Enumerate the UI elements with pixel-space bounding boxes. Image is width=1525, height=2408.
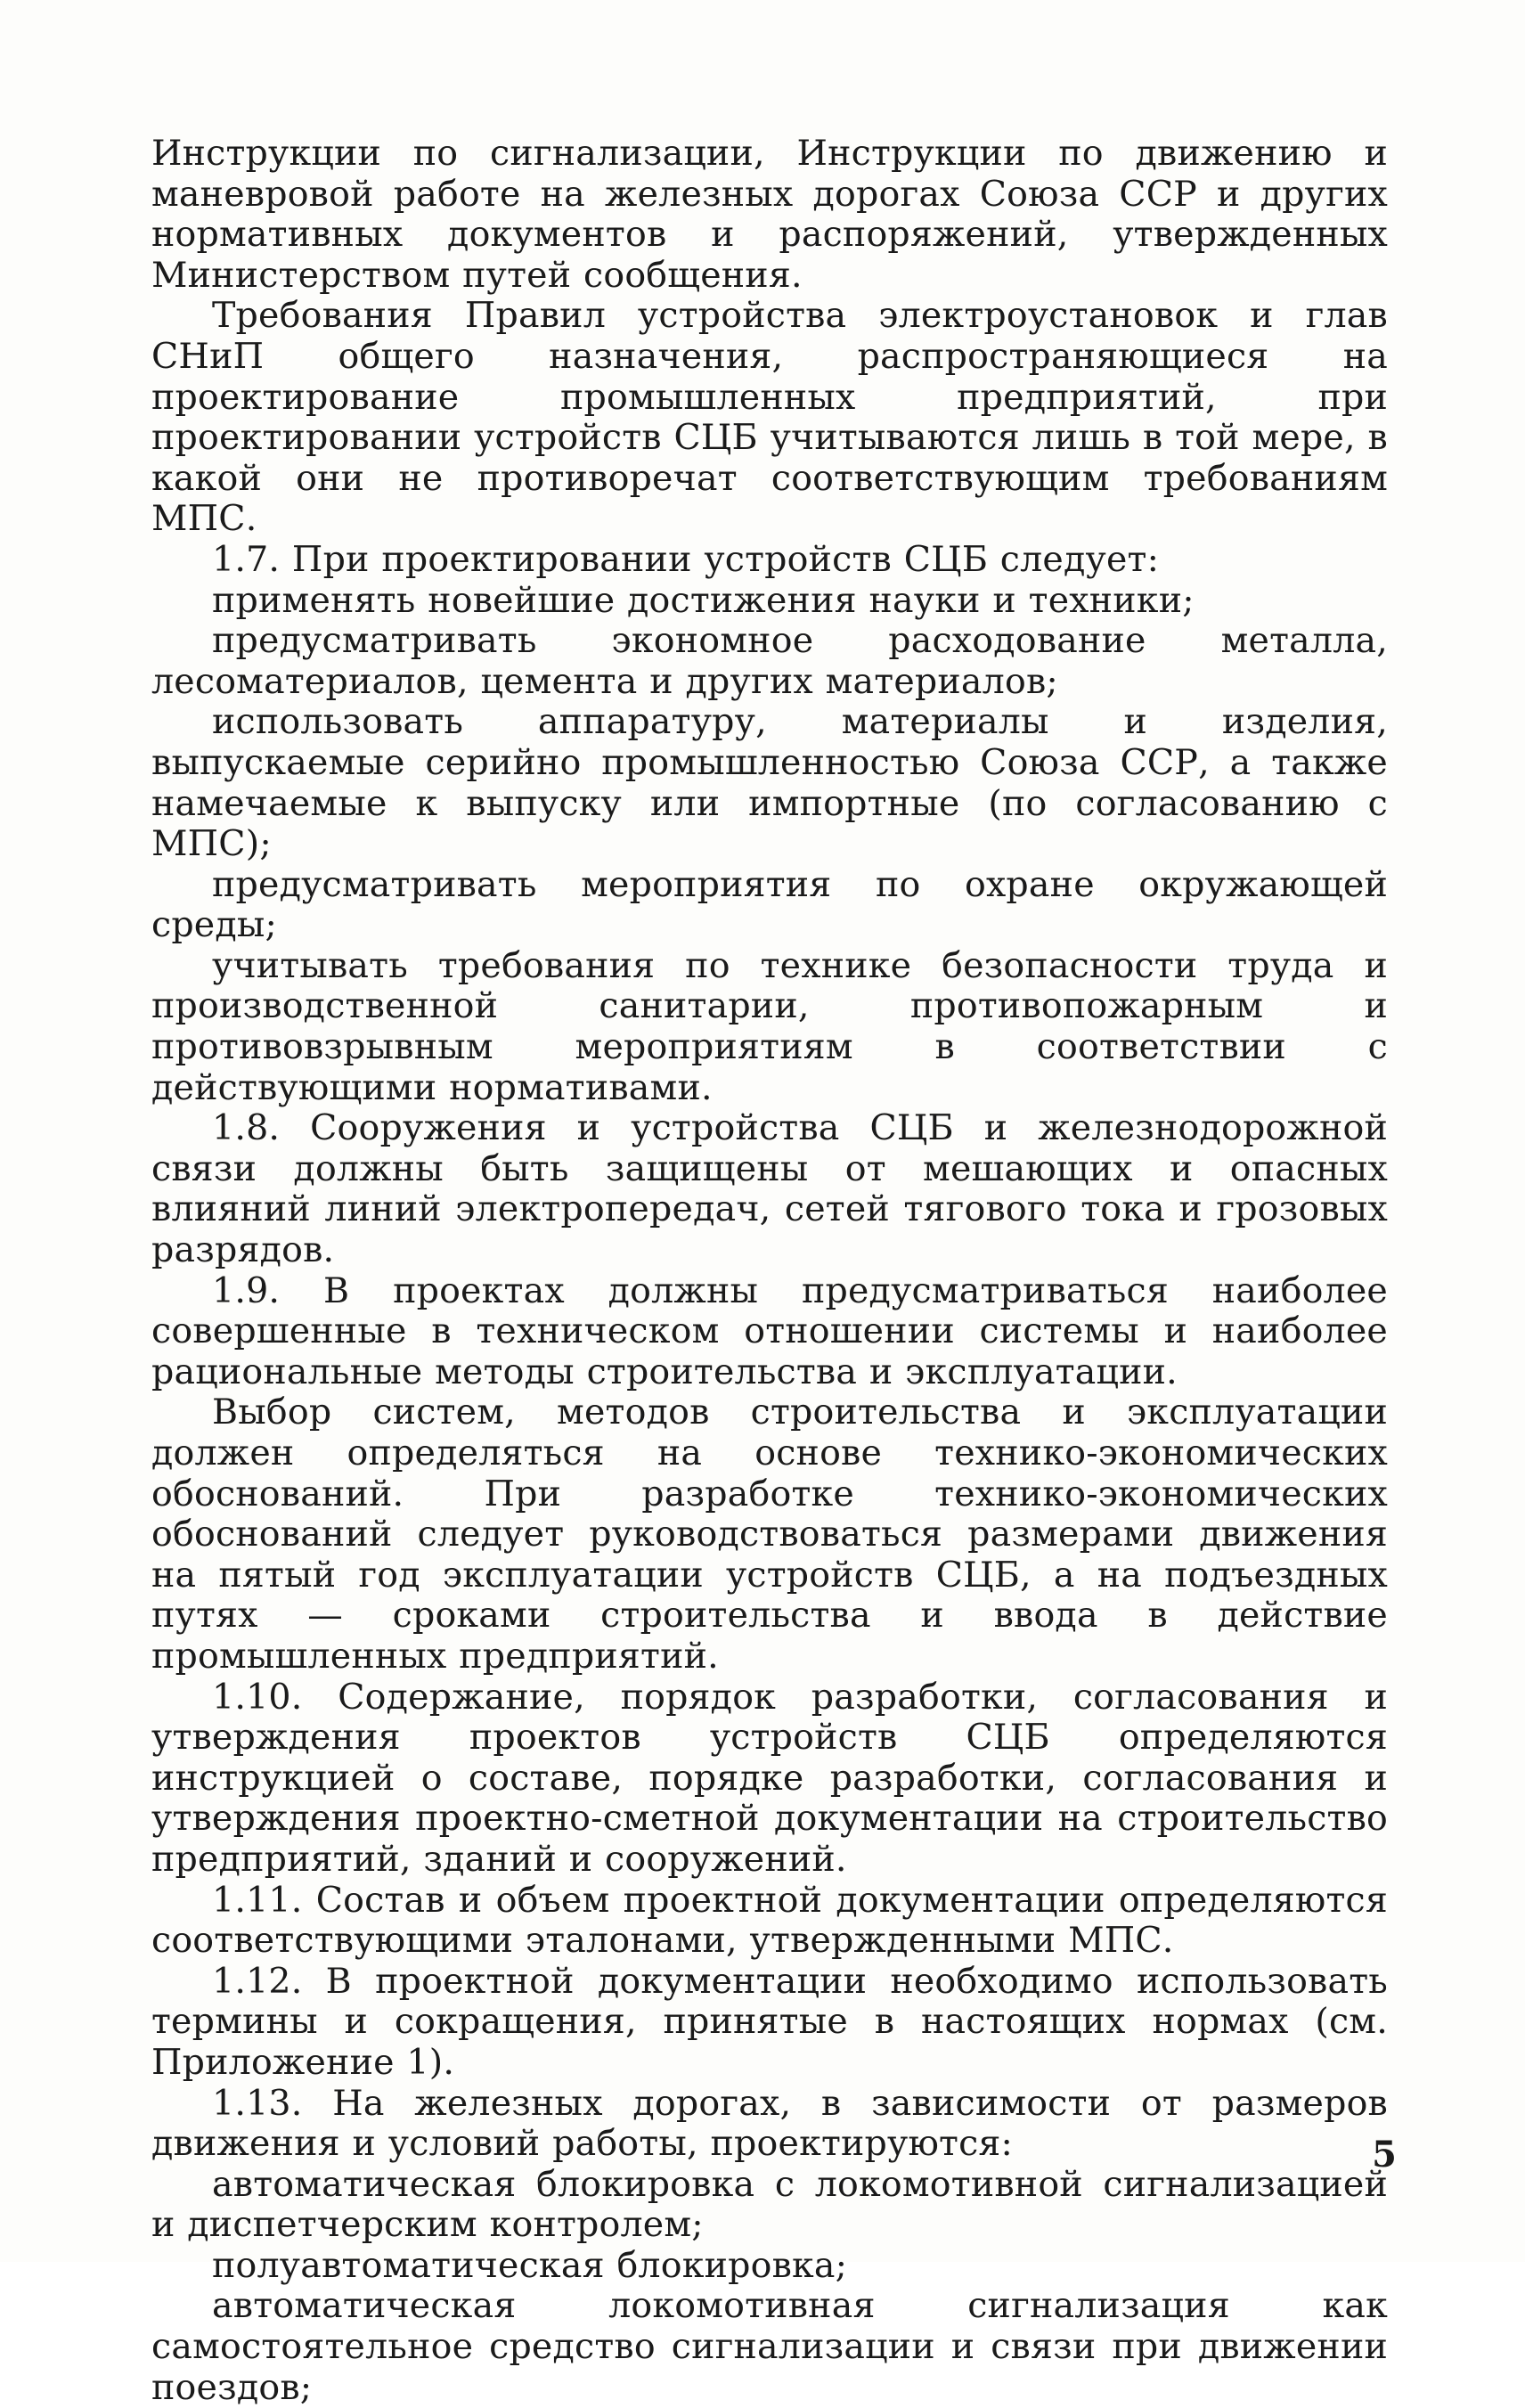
paragraph-1-9: 1.9. В проектах должны предусматриваться наиболее совершенные в техническом отношении системы и наиболее рациональные методы строительства и эксплуатации.	[151, 1269, 1388, 1392]
paragraph-1-13: 1.13. На железных дорогах, в зависимости от размеров движения и условий работы, проектируются:	[151, 2082, 1388, 2165]
paragraph-1-13-item-2: полуавтоматическая блокировка;	[212, 2244, 848, 2286]
paragraph-1-12: 1.12. В проектной документации необходимо использовать термины и сокращения, принятые в настоящих нормах (см. Приложение 1).	[151, 1960, 1388, 2083]
paragraph-1-7-item-2: предусматривать экономное расходование металла, лесоматериалов, цемента и других материалов;	[151, 620, 1388, 702]
paragraph-1-9-continued: Выбор систем, методов строительства и эксплуатации должен определяться на основе технико-экономических обоснований. При разработке технико-экономических обоснований следует руководствоваться размерами движения на пятый год эксплуатации устройств СЦБ, а на подъездных путях — сроками строительства и ввода в действие промышленных предприятий.	[151, 1392, 1388, 1677]
paragraph-1-13-item-3: автоматическая локомотивная сигнализация как самостоятельное средство сигнализации и связи при движении поездов;	[151, 2285, 1388, 2408]
paragraph-1-11: 1.11. Состав и объем проектной документации определяются соответствующими эталонами, утвержденными МПС.	[151, 1879, 1388, 1962]
page-number: 5	[1372, 2134, 1397, 2175]
body-text	[151, 134, 1388, 2408]
paragraph-1-7-item-5: учитывать требования по технике безопасности труда и производственной санитарии, противопожарным и противовзрывным мероприятиям в соответствии с действующими нормативами.	[151, 944, 1388, 1108]
paragraph-1-7-item-4: предусматривать мероприятия по охране окружающей среды;	[151, 863, 1388, 946]
paragraph-1-10: 1.10. Содержание, порядок разработки, согласования и утверждения проектов устройств СЦБ определяются инструкцией о составе, порядке разработки, согласования и утверждения проектно-сметной документации на строительство предприятий, зданий и сооружений.	[151, 1676, 1388, 1880]
paragraph-1-7: 1.7. При проектировании устройств СЦБ следует:	[212, 538, 1160, 580]
paragraph-instructions-continuation: Инструкции по сигнализации, Инструкции по движению и маневровой работе на железных дорогах Союза ССР и других нормативных документов и распоряжений, утвержденных Министерством путей сообщения.	[151, 133, 1388, 296]
paragraph-1-13-item-1: автоматическая блокировка с локомотивной сигнализацией и диспетчерским контролем;	[151, 2163, 1388, 2246]
paragraph-1-7-item-3: использовать аппаратуру, материалы и изделия, выпускаемые серийно промышленностью Союза ССР, а также намечаемые к выпуску или импортные (по согласованию с МПС);	[151, 701, 1388, 865]
paragraph-1-7-item-1: применять новейшие достижения науки и техники;	[212, 579, 1195, 621]
paragraph-1-8: 1.8. Сооружения и устройства СЦБ и железнодорожной связи должны быть защищены от мешающих и опасных влияний линий электропередач, сетей тягового тока и грозовых разрядов.	[151, 1107, 1388, 1271]
paragraph-electrical-rules: Требования Правил устройства электроустановок и глав СНиП общего назначения, распространяющиеся на проектирование промышленных предприятий, при проектировании устройств СЦБ учитываются лишь в той мере, в какой они не противоречат соответствующим требованиям МПС.	[151, 295, 1388, 540]
